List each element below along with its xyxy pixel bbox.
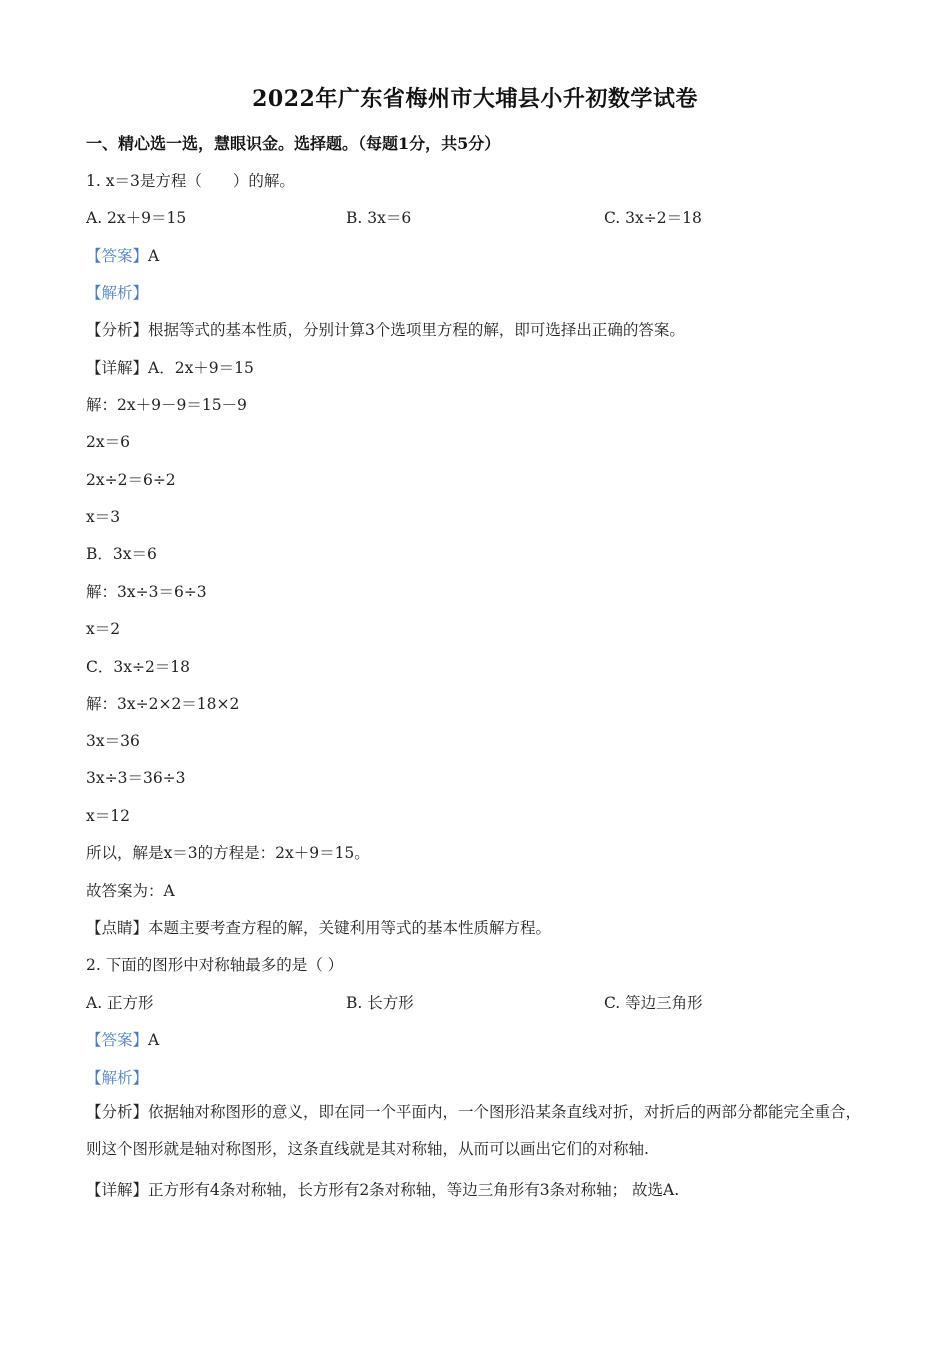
answer-value: A (148, 247, 160, 265)
solution-line: 解：3x÷2×2＝18×2 (86, 695, 240, 713)
q2-detail (86, 1178, 679, 1200)
dianjing-tag: 【点睛】 (86, 919, 149, 937)
solution-line: 2x÷2＝6÷2 (86, 471, 176, 489)
fenxi-text: 依据轴对称图形的意义，即在同一个平面内，一个图形沿某条直线对折，对折后的两部分都能完全重合，则这个图形就是轴对称图形，这条直线就是其对称轴，从而可以画出它们的对称轴. (86, 1103, 862, 1158)
q2-option-a: A. 正方形 (86, 994, 154, 1012)
solution-line: 所以，解是x＝3的方程是：2x＋9＝15。 (86, 844, 370, 862)
q1-fenxi (86, 318, 685, 340)
page-title: 2022年广东省梅州市大埔县小升初数学试卷 (252, 86, 698, 112)
solution-line: 解：3x÷3＝6÷3 (86, 583, 207, 601)
q1-answer (86, 244, 159, 266)
q1-option-c: C. 3x÷2＝18 (604, 209, 702, 227)
fenxi-tag: 【分析】 (86, 1103, 149, 1121)
solution-line: C．3x÷2＝18 (86, 658, 191, 676)
solution-line: B．3x＝6 (86, 545, 157, 563)
answer-tag: 【答案】 (86, 247, 149, 265)
solution-line: x＝12 (86, 807, 130, 825)
detail-tag: 【详解】 (86, 359, 149, 377)
q2-option-c: C. 等边三角形 (604, 994, 703, 1012)
section-heading: 一、精心选一选，慧眼识金。选择题。（每题1分，共5分） (86, 134, 501, 153)
solution-line: 2x＝6 (86, 433, 130, 451)
question-2-stem: 2. 下面的图形中对称轴最多的是（ ） (86, 956, 344, 974)
solution-line: 解：2x＋9－9＝15－9 (86, 396, 247, 414)
q2-option-b: B. 长方形 (346, 994, 414, 1012)
q1-option-a: A. 2x＋9＝15 (86, 209, 187, 227)
q2-fenxi (86, 1094, 866, 1168)
detail-text: 正方形有4条对称轴，长方形有2条对称轴，等边三角形有3条对称轴； 故选A. (148, 1181, 680, 1199)
answer-value: A (148, 1031, 160, 1049)
dianjing-text: 本题主要考查方程的解，关键利用等式的基本性质解方程。 (148, 919, 552, 937)
q2-answer (86, 1028, 159, 1050)
question-1-stem: 1. x＝3是方程（ ）的解。 (86, 172, 295, 190)
fenxi-text: 根据等式的基本性质，分别计算3个选项里方程的解，即可选择出正确的答案。 (148, 321, 685, 339)
q2-analysis-tag: 【解析】 (86, 1069, 149, 1087)
detail-first: A．2x＋9＝15 (148, 359, 254, 377)
detail-tag: 【详解】 (86, 1181, 149, 1199)
solution-line: x＝3 (86, 508, 121, 526)
solution-line: x＝2 (86, 620, 121, 638)
solution-line: 故答案为：A (86, 882, 175, 900)
q1-analysis-tag: 【解析】 (86, 284, 149, 302)
solution-line: 3x÷3＝36÷3 (86, 769, 186, 787)
solution-line: 3x＝36 (86, 732, 140, 750)
answer-tag: 【答案】 (86, 1031, 149, 1049)
q1-dianjing (86, 916, 551, 938)
fenxi-tag: 【分析】 (86, 321, 149, 339)
q1-detail (86, 356, 254, 378)
q1-option-b: B. 3x＝6 (346, 209, 412, 227)
